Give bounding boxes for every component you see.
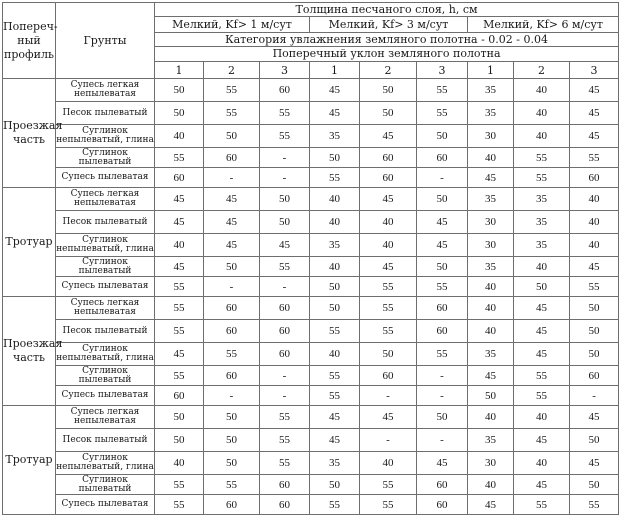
value-cell: 35 [310, 125, 360, 148]
table-row [3, 297, 619, 320]
soil-cell: Суглинок пылеватый [56, 257, 155, 277]
value-cell: 55 [514, 148, 570, 168]
slope-column-number: 2 [514, 62, 570, 79]
table-row [3, 257, 619, 277]
value-cell: 55 [310, 320, 360, 343]
value-cell: 40 [468, 277, 514, 297]
table-row [3, 277, 619, 297]
value-cell: 50 [310, 297, 360, 320]
value-cell: 45 [570, 79, 619, 102]
value-cell: 55 [417, 277, 468, 297]
value-cell: 60 [360, 168, 417, 188]
value-cell: 60 [155, 386, 204, 406]
value-cell: 45 [417, 234, 468, 257]
value-cell: - [204, 386, 260, 406]
header-group-2: Мелкий, Kf> 3 м/сут [310, 17, 468, 33]
value-cell: - [417, 429, 468, 452]
value-cell: 45 [155, 211, 204, 234]
value-cell: 45 [570, 125, 619, 148]
value-cell: 55 [514, 495, 570, 515]
value-cell: 50 [204, 452, 260, 475]
soil-cell: Супесь легкая непылеватая [56, 406, 155, 429]
value-cell: 40 [468, 475, 514, 495]
value-cell: 45 [155, 343, 204, 366]
value-cell: 55 [260, 429, 310, 452]
value-cell: 55 [204, 79, 260, 102]
value-cell: 50 [155, 79, 204, 102]
value-cell: 55 [570, 277, 619, 297]
header-category: Категория увлажнения земляного полотна - 0.02 - 0.04 [155, 33, 619, 47]
value-cell: 60 [260, 320, 310, 343]
value-cell: 55 [417, 343, 468, 366]
value-cell: 55 [514, 168, 570, 188]
value-cell: 35 [310, 234, 360, 257]
value-cell: 60 [570, 366, 619, 386]
value-cell: 60 [417, 495, 468, 515]
value-cell: 40 [570, 234, 619, 257]
value-cell: 55 [360, 297, 417, 320]
value-cell: 45 [204, 234, 260, 257]
value-cell: 45 [204, 211, 260, 234]
value-cell: 55 [310, 495, 360, 515]
value-cell: 40 [468, 320, 514, 343]
value-cell: 45 [514, 343, 570, 366]
value-cell: 40 [360, 211, 417, 234]
value-cell: 40 [155, 125, 204, 148]
value-cell: 45 [468, 168, 514, 188]
value-cell: - [260, 277, 310, 297]
value-cell: 30 [468, 211, 514, 234]
value-cell: 50 [417, 406, 468, 429]
value-cell: 45 [310, 79, 360, 102]
value-cell: 50 [360, 79, 417, 102]
value-cell: 40 [468, 406, 514, 429]
value-cell: 50 [514, 277, 570, 297]
table-row [3, 386, 619, 406]
value-cell: 50 [360, 343, 417, 366]
soil-cell: Песок пылеватый [56, 211, 155, 234]
value-cell: 45 [514, 429, 570, 452]
value-cell: 50 [360, 102, 417, 125]
value-cell: - [417, 366, 468, 386]
profile-cell: Проезжая часть [3, 297, 56, 406]
value-cell: - [360, 429, 417, 452]
value-cell: 45 [310, 429, 360, 452]
value-cell: 50 [310, 148, 360, 168]
value-cell: 55 [155, 475, 204, 495]
table-row [3, 452, 619, 475]
value-cell: 40 [310, 257, 360, 277]
table-row [3, 102, 619, 125]
value-cell: 55 [417, 102, 468, 125]
value-cell: 35 [468, 79, 514, 102]
value-cell: 55 [260, 452, 310, 475]
value-cell: 40 [570, 188, 619, 211]
value-cell: 60 [260, 343, 310, 366]
value-cell: 30 [468, 125, 514, 148]
value-cell: 55 [204, 343, 260, 366]
table-row [3, 495, 619, 515]
value-cell: 45 [514, 475, 570, 495]
value-cell: 60 [204, 148, 260, 168]
table-row [3, 320, 619, 343]
value-cell: 45 [155, 257, 204, 277]
value-cell: 60 [570, 168, 619, 188]
value-cell: 55 [155, 277, 204, 297]
value-cell: 60 [260, 297, 310, 320]
header-profile: Попереч-ный профиль [3, 3, 56, 79]
value-cell: 55 [570, 148, 619, 168]
value-cell: 50 [417, 188, 468, 211]
value-cell: 40 [514, 79, 570, 102]
value-cell: 40 [310, 188, 360, 211]
value-cell: 35 [468, 257, 514, 277]
value-cell: 50 [204, 125, 260, 148]
value-cell: 45 [417, 452, 468, 475]
table-row [3, 475, 619, 495]
soil-cell: Песок пылеватый [56, 320, 155, 343]
value-cell: - [360, 386, 417, 406]
value-cell: - [260, 168, 310, 188]
value-cell: 45 [570, 257, 619, 277]
value-cell: 55 [360, 277, 417, 297]
value-cell: 60 [260, 475, 310, 495]
value-cell: 40 [310, 211, 360, 234]
value-cell: 55 [514, 366, 570, 386]
soil-cell: Супесь пылеватая [56, 495, 155, 515]
profile-cell: Тротуар [3, 188, 56, 297]
value-cell: 45 [310, 406, 360, 429]
table-row [3, 366, 619, 386]
value-cell: 60 [360, 366, 417, 386]
value-cell: 50 [468, 386, 514, 406]
value-cell: 50 [204, 257, 260, 277]
slope-column-number: 3 [260, 62, 310, 79]
value-cell: 60 [260, 495, 310, 515]
value-cell: 35 [310, 452, 360, 475]
value-cell: 40 [155, 452, 204, 475]
value-cell: - [570, 386, 619, 406]
value-cell: 40 [360, 234, 417, 257]
soil-cell: Суглинок пылеватый [56, 366, 155, 386]
value-cell: 55 [310, 386, 360, 406]
slope-column-number: 3 [570, 62, 619, 79]
soil-cell: Супесь пылеватая [56, 277, 155, 297]
slope-column-number: 2 [360, 62, 417, 79]
value-cell: 60 [260, 79, 310, 102]
value-cell: 60 [417, 320, 468, 343]
value-cell: 30 [468, 234, 514, 257]
header-slope: Поперечный уклон земляного полотна [155, 47, 619, 62]
soil-cell: Суглинок непылеватый, глина [56, 125, 155, 148]
value-cell: 60 [417, 475, 468, 495]
value-cell: 50 [310, 475, 360, 495]
value-cell: 55 [570, 495, 619, 515]
value-cell: 35 [514, 234, 570, 257]
value-cell: 50 [570, 475, 619, 495]
value-cell: 40 [155, 234, 204, 257]
value-cell: 45 [360, 125, 417, 148]
table-row [3, 211, 619, 234]
value-cell: 45 [360, 188, 417, 211]
value-cell: 55 [204, 102, 260, 125]
soil-cell: Суглинок пылеватый [56, 475, 155, 495]
value-cell: 45 [514, 297, 570, 320]
soil-cell: Супесь легкая непылеватая [56, 188, 155, 211]
soil-cell: Суглинок непылеватый, глина [56, 343, 155, 366]
value-cell: - [417, 386, 468, 406]
value-cell: 50 [570, 429, 619, 452]
table-row [3, 79, 619, 102]
value-cell: 50 [155, 406, 204, 429]
value-cell: 35 [514, 211, 570, 234]
table-row [3, 125, 619, 148]
value-cell: 50 [417, 125, 468, 148]
value-cell: 60 [204, 297, 260, 320]
value-cell: 60 [204, 366, 260, 386]
value-cell: 55 [360, 475, 417, 495]
value-cell: 60 [204, 320, 260, 343]
value-cell: 40 [310, 343, 360, 366]
value-cell: 40 [468, 297, 514, 320]
value-cell: - [260, 148, 310, 168]
soil-cell: Супесь пылеватая [56, 168, 155, 188]
value-cell: 50 [155, 429, 204, 452]
value-cell: 40 [468, 148, 514, 168]
header-soils: Грунты [56, 3, 155, 79]
table-row [3, 234, 619, 257]
value-cell: 55 [204, 475, 260, 495]
header-group-1: Мелкий, Kf> 1 м/сут [155, 17, 310, 33]
data-table [2, 2, 619, 515]
value-cell: 50 [310, 277, 360, 297]
slope-column-number: 2 [204, 62, 260, 79]
soil-cell: Песок пылеватый [56, 102, 155, 125]
table-row [3, 188, 619, 211]
table-row [3, 148, 619, 168]
value-cell: 45 [360, 257, 417, 277]
value-cell: 55 [514, 386, 570, 406]
value-cell: 50 [260, 188, 310, 211]
value-cell: 45 [570, 406, 619, 429]
soil-cell: Суглинок пылеватый [56, 148, 155, 168]
slope-column-number: 1 [310, 62, 360, 79]
soil-cell: Супесь легкая непылеватая [56, 297, 155, 320]
value-cell: 45 [570, 452, 619, 475]
value-cell: - [260, 386, 310, 406]
value-cell: 55 [155, 495, 204, 515]
slope-column-number: 3 [417, 62, 468, 79]
value-cell: 35 [468, 343, 514, 366]
value-cell: 40 [514, 406, 570, 429]
value-cell: 50 [570, 297, 619, 320]
value-cell: 40 [570, 211, 619, 234]
header-thickness: Толщина песчаного слоя, h, см [155, 3, 619, 17]
value-cell: 55 [260, 102, 310, 125]
soil-cell: Супесь легкая непылеватая [56, 79, 155, 102]
value-cell: 55 [310, 366, 360, 386]
value-cell: 35 [514, 188, 570, 211]
table-row [3, 429, 619, 452]
value-cell: 60 [360, 148, 417, 168]
value-cell: 40 [360, 452, 417, 475]
value-cell: - [417, 168, 468, 188]
value-cell: - [204, 168, 260, 188]
soil-cell: Суглинок непылеватый, глина [56, 234, 155, 257]
value-cell: 55 [260, 125, 310, 148]
value-cell: 60 [204, 495, 260, 515]
value-cell: 55 [155, 148, 204, 168]
value-cell: 55 [260, 257, 310, 277]
value-cell: 45 [155, 188, 204, 211]
value-cell: 35 [468, 188, 514, 211]
value-cell: 45 [570, 102, 619, 125]
value-cell: 50 [204, 406, 260, 429]
value-cell: 45 [468, 366, 514, 386]
value-cell: 55 [155, 297, 204, 320]
value-cell: 55 [360, 320, 417, 343]
value-cell: 45 [468, 495, 514, 515]
table-row [3, 343, 619, 366]
slope-column-number: 1 [155, 62, 204, 79]
value-cell: 50 [570, 320, 619, 343]
value-cell: 45 [310, 102, 360, 125]
value-cell: 55 [155, 366, 204, 386]
value-cell: 35 [468, 429, 514, 452]
value-cell: 30 [468, 452, 514, 475]
value-cell: 40 [514, 257, 570, 277]
soil-cell: Супесь пылеватая [56, 386, 155, 406]
value-cell: 55 [310, 168, 360, 188]
value-cell: 45 [204, 188, 260, 211]
profile-cell: Проезжая часть [3, 79, 56, 188]
value-cell: 60 [417, 148, 468, 168]
value-cell: 50 [155, 102, 204, 125]
value-cell: 50 [204, 429, 260, 452]
value-cell: 35 [468, 102, 514, 125]
value-cell: 55 [417, 79, 468, 102]
value-cell: 40 [514, 125, 570, 148]
profile-cell: Тротуар [3, 406, 56, 515]
value-cell: 60 [155, 168, 204, 188]
value-cell: 55 [155, 320, 204, 343]
value-cell: 45 [417, 211, 468, 234]
value-cell: 55 [260, 406, 310, 429]
header-group-3: Мелкий, Kf> 6 м/сут [468, 17, 619, 33]
value-cell: - [204, 277, 260, 297]
value-cell: 40 [514, 452, 570, 475]
value-cell: 45 [514, 320, 570, 343]
value-cell: 60 [417, 297, 468, 320]
value-cell: 40 [514, 102, 570, 125]
value-cell: 50 [417, 257, 468, 277]
value-cell: - [260, 366, 310, 386]
value-cell: 45 [360, 406, 417, 429]
soil-cell: Песок пылеватый [56, 429, 155, 452]
value-cell: 50 [570, 343, 619, 366]
slope-column-number: 1 [468, 62, 514, 79]
soil-cell: Суглинок непылеватый, глина [56, 452, 155, 475]
table-row [3, 406, 619, 429]
value-cell: 50 [260, 211, 310, 234]
value-cell: 55 [360, 495, 417, 515]
value-cell: 45 [260, 234, 310, 257]
table-row [3, 168, 619, 188]
